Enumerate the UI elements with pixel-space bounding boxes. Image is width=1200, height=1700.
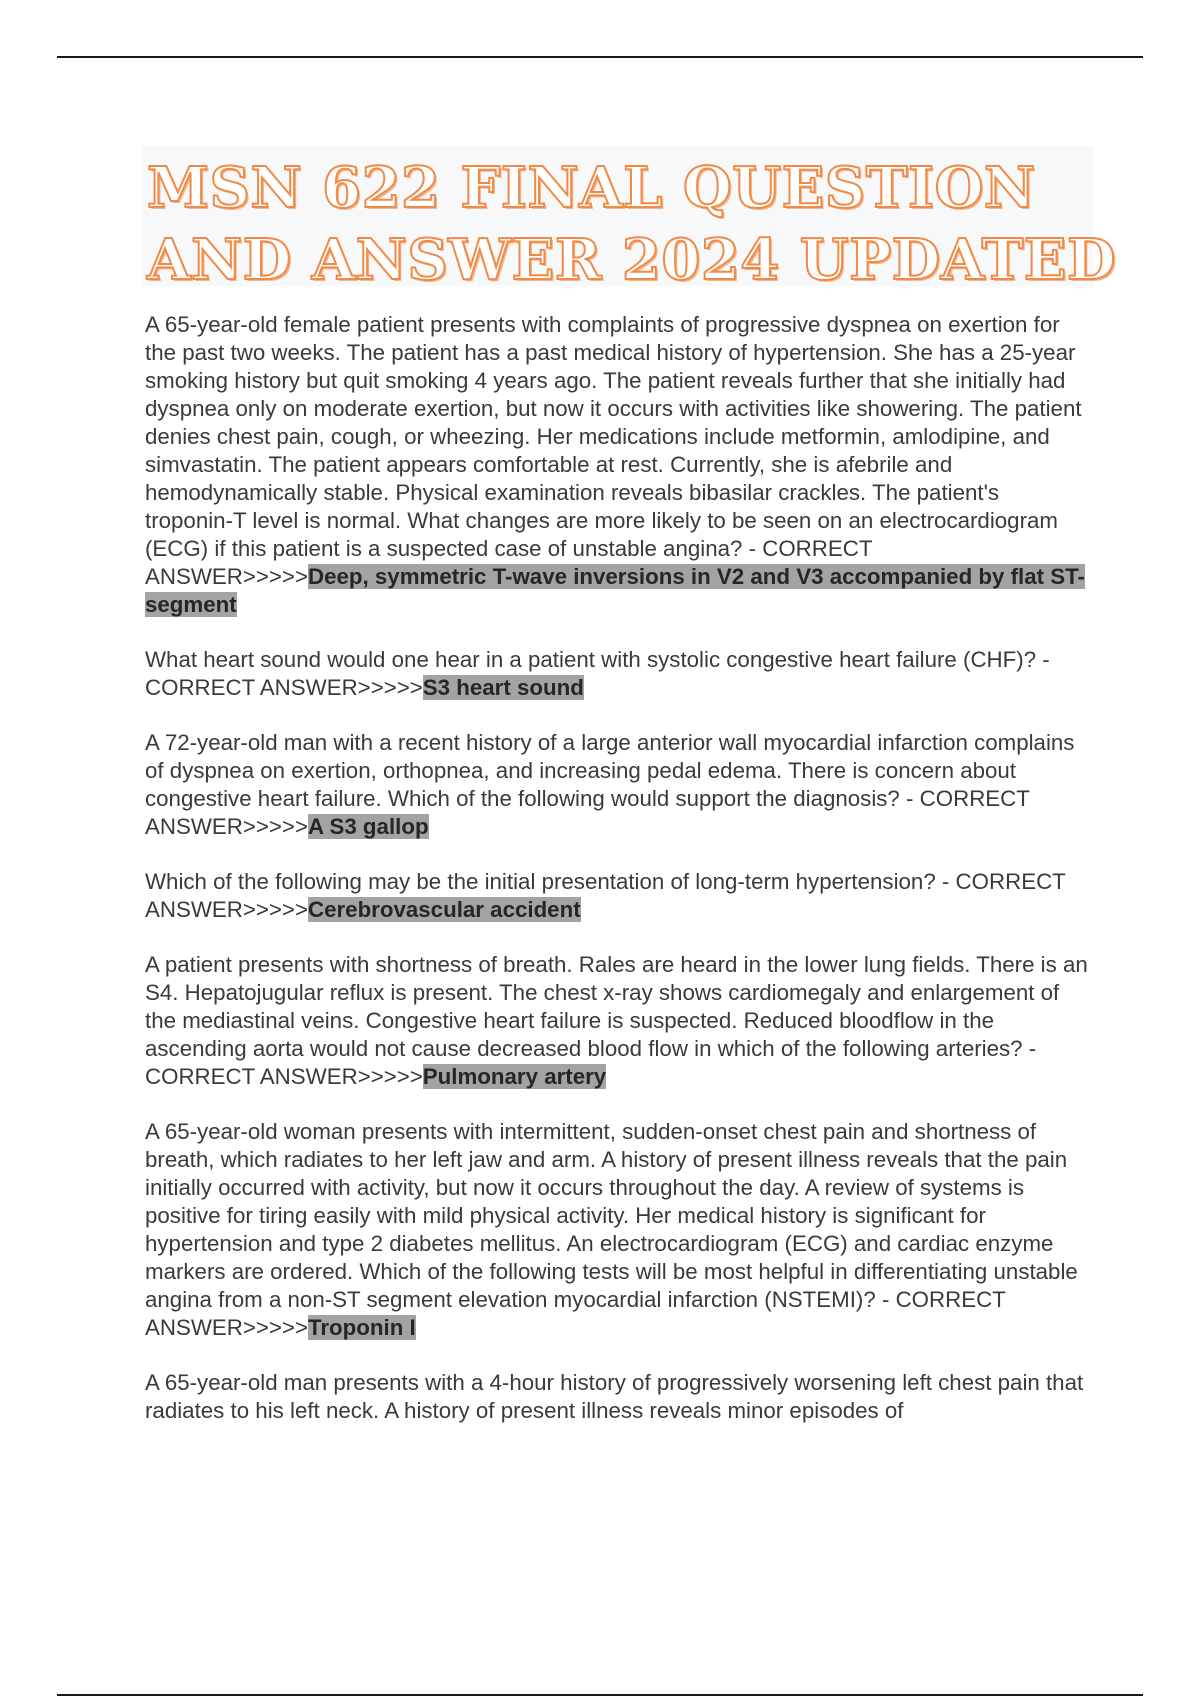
qa-item-1 [145, 311, 1090, 619]
question-text: Which of the following may be the initial presentation of long-term hypertension? [145, 869, 936, 894]
question-text: A patient presents with shortness of breath. Rales are heard in the lower lung fields. There is an S4. Hepatojugular reflux is present. The chest x-ray shows cardiomegaly and enlargement of the mediastinal veins. Congestive heart failure is suspected. Reduced bloodflow in the ascending aorta would not cause decreased blood flow in which of the following arteries? [145, 952, 1088, 1061]
qa-item-7-partial [145, 1369, 1090, 1425]
correct-answer: Pulmonary artery [422, 1064, 607, 1089]
answer-prefix: - CORRECT ANSWER>>>>> [145, 786, 1030, 839]
answer-prefix: - CORRECT ANSWER>>>>> [145, 647, 1050, 700]
qa-item-4 [145, 868, 1090, 924]
qa-content [145, 311, 1090, 1452]
answer-prefix: - CORRECT ANSWER>>>>> [145, 1287, 1006, 1340]
correct-answer: A S3 gallop [307, 814, 429, 839]
qa-item-2 [145, 646, 1090, 702]
question-text: What heart sound would one hear in a patient with systolic congestive heart failure (CHF)? [145, 647, 1037, 672]
question-text: A 65-year-old female patient presents with complaints of progressive dyspnea on exertion for the past two weeks. The patient has a past medical history of hypertension. She has a 25-year smoking history but quit smoking 4 years ago. The patient reveals further that she initially had dyspnea only on moderate exertion, but now it occurs with activities like showering. The patient denies chest pain, cough, or wheezing. Her medications include metformin, amlodipine, and simvastatin. The patient appears comfortable at rest. Currently, she is afebrile and hemodynamically stable. Physical examination reveals bibasilar crackles. The patient's troponin-T level is normal. What changes are more likely to be seen on an electrocardiogram (ECG) if this patient is a suspected case of unstable angina? [145, 312, 1082, 561]
answer-prefix: - CORRECT ANSWER>>>>> [145, 1036, 1037, 1089]
qa-item-3 [145, 729, 1090, 841]
question-text: A 65-year-old woman presents with intermittent, sudden-onset chest pain and shortness of breath, which radiates to her left jaw and arm. A history of present illness reveals that the pain initially occurred with activity, but now it occurs throughout the day. A review of systems is positive for tiring easily with mild physical activity. Her medical history is significant for hypertension and type 2 diabetes mellitus. An electrocardiogram (ECG) and cardiac enzyme markers are ordered. Which of the following tests will be most helpful in differentiating unstable angina from a non-ST segment elevation myocardial infarction (NSTEMI)? [145, 1119, 1078, 1312]
top-rule [57, 56, 1143, 58]
title-line-2: AND ANSWER 2024 UPDATED [147, 227, 1117, 293]
correct-answer: Cerebrovascular accident [307, 897, 581, 922]
answer-prefix: - CORRECT ANSWER>>>>> [145, 536, 873, 589]
answer-prefix: - CORRECT ANSWER>>>>> [145, 869, 1066, 922]
bottom-rule [57, 1694, 1143, 1696]
question-text: A 72-year-old man with a recent history of a large anterior wall myocardial infarction complains of dyspnea on exertion, orthopnea, and increasing pedal edema. There is concern about congestive heart failure. Which of the following would support the diagnosis? [145, 730, 1075, 811]
qa-item-6 [145, 1118, 1090, 1342]
correct-answer: Troponin I [307, 1315, 416, 1340]
title-line-1: MSN 622 FINAL QUESTION [147, 155, 1036, 221]
qa-item-5 [145, 951, 1090, 1091]
question-text: A 65-year-old man presents with a 4-hour history of progressively worsening left chest pain that radiates to his left neck. A history of present illness reveals minor episodes of [145, 1370, 1084, 1423]
correct-answer: Deep, symmetric T-wave inversions in V2 and V3 accompanied by flat ST-segment [145, 564, 1085, 617]
document-title [143, 146, 1117, 293]
correct-answer: S3 heart sound [422, 675, 584, 700]
